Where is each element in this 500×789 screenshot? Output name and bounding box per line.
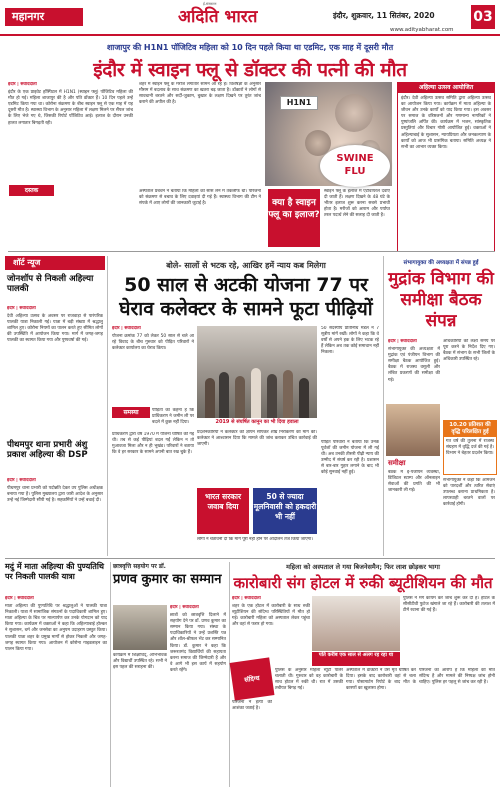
meeting-photo	[386, 404, 440, 456]
bottom-right-headline: कारोबारी संग होटल में रुकी ब्यूटीशियन की मौत	[233, 574, 493, 592]
section-tag: महानगर	[5, 8, 83, 26]
question-answer: स्वाइन फ्लू के इलाज में एंटीवायरल दवाएं दी जाती हैं। लक्षण दिखने के 48 घंटे के भीतर इलाज शुरू करना सबसे प्रभावी होता है। मरीजों को आराम और पर्याप्त तरल पदार्थ लेने की सलाह दी जाती है।	[324, 189, 390, 219]
bottom-left-text: माता अहिल्या की पुण्यतिथि पर श्रद्धालुओं ने पालकी यात्रा निकाली। यात्रा में सामाजिक संगठनों के पदाधिकारी शामिल हुए। माता अहिल्या के चित्र पर माल्यार्पण कर उनके योगदान को याद किया गया। कार्यक्रम में वक्ताओं ने कहा कि अहिल्याबाई होल्कर ने सुशासन, धर्म और जनसेवा का अनुपम उदाहरण प्रस्तुत किया। पालकी यात्रा शहर के प्रमुख मार्गों से होकर निकली और जगह-जगह स्वागत किया गया। आयोजन में कोरोना गाइडलाइन का पालन किया गया।	[5, 604, 107, 652]
left-story-2-text: पीथमपुर थाना प्रभारी को पदोन्नति देकर उप पुलिस अधीक्षक बनाया गया है। पुलिस मुख्यालय द्वारा जारी आदेश के अनुसार उन्हें नई जिम्मेदारी सौंपी गई है। सहकर्मियों ने उन्हें बधाई दी।	[7, 486, 103, 504]
center-body-1	[112, 326, 194, 404]
masthead	[0, 0, 500, 36]
right-body-4: संभागायुक्त ने कहा कि आमजन को पारदर्शी और त्वरित सेवाएं उपलब्ध कराना प्राथमिकता है। लापरवाही बरतने वालों पर कार्रवाई होगी।	[443, 478, 495, 508]
bottom-left-body	[5, 596, 107, 786]
person-figure	[219, 372, 229, 418]
logo-tagline: ई-संस्करण	[203, 2, 217, 6]
short-news-label: शॉर्ट न्यूज	[5, 256, 105, 270]
lead-kicker: शाजापुर की H1N1 पॉजिटिव महिला को 10 दिन पहले किया था एडमिट, एक माह में दूसरी मौत	[106, 43, 394, 52]
victim-photo	[312, 596, 400, 651]
bottom-right-body-3: अस्पताल में डॉक्टरों ने उसे मृत घोषित कर दिया। इसके बाद कारोबारी वहां से चला गया। पोस्टमार्टम रिपोर्ट के बाद मौत के कारणों का खुलासा होगा।	[346, 668, 416, 692]
honor-photo	[113, 605, 167, 650]
right-headline: मुद्रांक विभाग की समीक्षा बैठक संपन्न	[388, 269, 494, 331]
section-divider	[5, 558, 495, 559]
lead-paragraph-1: इंदौर के एक प्राइवेट हॉस्पिटल में H1N1 (स्वाइन फ्लू) पॉजिटिव महिला की मौत हो गई। महिला शाजापुर की है और पति डॉक्टर हैं। 10 दिन पहले उन्हें एडमिट किया गया था। कोरोना संक्रमण के बीच स्वाइन फ्लू से एक माह में यह दूसरी मौत है। स्वास्थ्य विभाग के अनुसार महिला में लक्षण मिलने पर सैंपल जांच के लिए भेजे गए थे, जिसकी रिपोर्ट पॉजिटिव आई। इलाज के दौरान उनकी हालत लगातार बिगड़ती रही।	[8, 90, 133, 126]
problem-tag: समस्या	[112, 407, 150, 418]
lead-body-column-1	[8, 82, 133, 247]
badge-line-1: SWINE	[336, 153, 374, 164]
review-label: समीक्षा	[388, 459, 406, 467]
bottom-right-body-4: परिजनों का आरोप है कि महिला की मौत संदिग्ध है और मामले की निष्पक्ष जांच होनी चाहिए। पुलिस हर पहलू से जांच कर रही है।	[419, 668, 495, 686]
center-kicker: बोले- सालों से भटक रहे, आखिर हमें न्याय कब मिलेगा	[166, 261, 326, 270]
bottom-left-byline: इंदौर | संवाददाता	[5, 596, 34, 601]
left-story-1-byline: इंदौर | संवाददाता	[7, 306, 36, 311]
lead-headline: इंदौर में स्वाइन फ्लू से डॉक्टर की पत्नी की मौत	[93, 59, 407, 81]
center-body-5: लोगों ने चेतावनी दी कि मांगें पूरी नहीं होने पर आंदोलन तेज किया जाएगा।	[197, 537, 313, 542]
page-number: 03	[471, 5, 495, 29]
bottom-right-body-1	[232, 596, 310, 656]
side-story-box	[397, 82, 495, 252]
bottom-center-body-2: कार्यक्रम में शिक्षाविद्, अभिभावक और विद्यार्थी उपस्थित रहे। सभी ने इस पहल की सराहना की।	[113, 653, 167, 671]
info-box-title: 10.20 प्रतिशत की वृद्धि परिलक्षित हुई	[444, 421, 496, 437]
right-paragraph-1: संभागायुक्त की अध्यक्षता में मुद्रांक एवं पंजीयन विभाग की समीक्षा बैठक आयोजित हुई। बैठक में राजस्व वसूली और लंबित प्रकरणों की समीक्षा की गई।	[388, 347, 440, 383]
highlight-box-blue: 50 से ज्यादा मूलनिवासी को हकदारी भी नहीं	[253, 488, 317, 534]
center-paragraph-1: योजना क्रमांक 77 को लेकर 50 साल से चले आ रहे विवाद के बीच गुरुवार को पीड़ित परिवारों ने कलेक्टर कार्यालय का घेराव किया।	[112, 334, 194, 352]
person-figure	[283, 370, 293, 418]
side-story-title: अहिल्या उत्सव आयोजित	[398, 83, 494, 93]
center-body-3: प्राधिकरण द्वारा वर्ष 1970 में योजना घोषित की गई थी। तब से कई पीढ़ियां बदल गईं लेकिन न तो मुआवजा मिला और न ही भूखंड। परिवारों ने बताया कि वे हर सरकार के सामने अपनी बात रख चुके हैं।	[112, 432, 194, 456]
left-story-1-headline: जोनशॉप से निकली अहिल्या पालकी	[7, 274, 94, 294]
person-figure	[251, 368, 261, 418]
newspaper-logo: अदिति भारत	[178, 7, 258, 27]
lead-body-column-3	[139, 189, 261, 247]
lead-subhead: दस्तक	[9, 185, 54, 196]
left-story-2-headline: पीथमपुर थाना प्रभारी अंशु प्रकाश अहिल्या की DSP	[7, 440, 88, 460]
photo-caption: 2019 से संघर्षित कानून का भी दिया हवाला	[215, 419, 299, 425]
person-figure	[205, 378, 215, 418]
virus-particle-icon	[335, 94, 373, 132]
person-figure	[235, 376, 245, 418]
website-url: www.adityabharat.com	[390, 27, 454, 33]
info-box	[443, 420, 497, 475]
center-body-6: पीड़ित परिवारों ने बताया कि उनके पूर्वजों की जमीन योजना में ली गई थी। अब उनकी तीसरी पीढ़ी न्याय की उम्मीद में संघर्ष कर रही है। प्रशासन से बार-बार गुहार लगाने के बाद भी कोई सुनवाई नहीं हुई।	[321, 440, 379, 476]
column-rule	[383, 256, 384, 556]
lead-paragraph-2: शहर में स्वाइन फ्लू के मरीज लगातार सामने आ रहे हैं। विशेषज्ञों के अनुसार मौसम में बदलाव के साथ संक्रमण का खतरा बढ़ जाता है। डॉक्टरों ने लोगों से सावधानी बरतने और सर्दी-जुकाम, बुखार के लक्षण दिखने पर तुरंत जांच कराने की अपील की है।	[139, 82, 261, 106]
right-body-3: बैठक में ई-पंजीयन व्यवस्था, डिजिटल स्टाम्प और ऑनलाइन सेवाओं की प्रगति की भी जानकारी ली गई।	[388, 470, 440, 494]
victim-photo-caption: पति करीब एक साल से अलग रह रहा था	[312, 652, 400, 666]
highlight-box-red: भारत सरकार जवाब दिया	[197, 488, 249, 534]
bottom-right-side: पुलिस ने मर्ग कायम कर जांच शुरू कर दी है। होटल के सीसीटीवी फुटेज खंगाले जा रहे हैं। कारोबारी की तलाश में टीमें रवाना की गई हैं।	[403, 596, 495, 614]
dateline: इंदौर, शुक्रवार, 11 सितंबर, 2020	[333, 11, 435, 20]
center-byline: इंदौर | संवाददाता	[112, 326, 141, 331]
info-box-text: गत वर्ष की तुलना में राजस्व संग्रहण में वृद्धि दर्ज की गई है। विभाग ने बेहतर प्रदर्शन किया।	[446, 439, 494, 457]
center-body-right: 50 सदस्यीय प्रतिनिधि मंडल ने 7 सूत्रीय मांगें रखीं। लोगों ने कहा कि वे वर्षों से अपने हक के लिए भटक रहे हैं लेकिन अब तक कोई समाधान नहीं निकला।	[321, 326, 379, 356]
left-story-1-text: देवी अहिल्या उत्सव के अवसर पर राजवाड़ा से पारंपरिक पालकी यात्रा निकाली गई। यात्रा में बड़ी संख्या में श्रद्धालु शामिल हुए। कोरोना नियमों का पालन करते हुए सीमित लोगों की उपस्थिति में आयोजन किया गया। मार्ग में जगह-जगह पालकी का स्वागत किया गया और पुष्पवर्षा की गई।	[7, 314, 103, 344]
bottom-right-text-1: शहर के एक होटल में कारोबारी के साथ रुकी ब्यूटीशियन की संदिग्ध परिस्थितियों में मौत हो गई। कारोबारी महिला को अस्पताल लेकर पहुंचा और वहां से फरार हो गया।	[232, 604, 310, 628]
bottom-center-byline: इंदौर | संवाददाता	[170, 605, 199, 610]
center-body-2: पीड़ितों का कहना है कि प्राधिकरण ने जमीन ली पर बदले में कुछ नहीं दिया।	[152, 408, 194, 426]
bottom-center-headline: प्रणव कुमार का सम्मान	[113, 572, 222, 587]
center-headline: 50 साल से अटकी योजना 77 पर घेराव कलेक्टर के सामने फूटा पीढ़ियों	[119, 274, 373, 320]
bottom-right-body-0: परिजनों ने हत्या की आशंका जताई है।	[232, 700, 272, 712]
column-rule	[110, 562, 111, 787]
left-story-2-byline: इंदौर | संवाददाता	[7, 478, 36, 483]
suspicious-stamp: संदिग्ध	[230, 657, 275, 700]
lead-paragraph-3: अस्पताल प्रबंधन ने बताया कि महिला को सांस लेने में तकलीफ थी। परिजनों को संक्रमण से बचाव के लिए दवाइयां दी गई हैं। स्वास्थ्य विभाग की टीम ने संपर्क में आए लोगों की जानकारी जुटाई है।	[139, 189, 261, 207]
question-box: क्या है स्वाइन फ्लू का इलाज?	[268, 189, 320, 247]
left-story-2-body	[7, 478, 103, 556]
person-figure	[267, 374, 277, 418]
right-byline: इंदौर | संवाददाता	[388, 339, 417, 344]
section-divider	[8, 251, 495, 252]
bottom-left-headline: मदुं में माता अहिल्या की पुण्यतिथि पर निकली पालकी यात्रा	[5, 562, 105, 581]
lead-body-column-2	[139, 82, 261, 184]
side-story-text: इंदौर। देवी अहिल्या उत्सव समिति द्वारा अहिल्या उत्सव का आयोजन किया गया। कार्यक्रम में माता अहिल्या के जीवन और उनके कार्यों को याद किया गया। इस अवसर पर समाज के वरिष्ठजनों और गणमान्य नागरिकों ने पुष्पांजलि अर्पित की। कार्यक्रम में भजन, सांस्कृतिक प्रस्तुतियां और विचार गोष्ठी आयोजित हुई। वक्ताओं ने अहिल्याबाई के सुशासन, न्यायप्रियता और जनकल्याण के कार्यों को आज भी प्रासंगिक बताया। समिति अध्यक्ष ने सभी का आभार व्यक्त किया।	[401, 96, 491, 150]
protest-photo	[197, 326, 317, 418]
lead-byline: इंदौर | संवाददाता	[8, 82, 37, 87]
bottom-right-kicker: महिला को अस्पताल ले गया बिजनेसमैन; फिर लाश छोड़कर भागा	[286, 563, 440, 571]
center-body-4: प्रदर्शनकारियों ने कलेक्टर को ज्ञापन सौंपकर शीघ्र निराकरण की मांग की। कलेक्टर ने आश्वासन दिया कि मामले की जांच कराकर उचित कार्रवाई की जाएगी।	[197, 430, 317, 448]
bottom-center-text-1: छात्रों को छात्रवृत्ति दिलाने में सहयोग देने पर डॉ. प्रणव कुमार का सम्मान किया गया। संस्था के पदाधिकारियों ने उन्हें प्रशस्ति पत्र और शॉल-श्रीफल भेंट कर सम्मानित किया। डॉ. कुमार ने कहा कि जरूरतमंद विद्यार्थियों की सहायता करना समाज की जिम्मेदारी है और वे आगे भी इस कार्य में सहयोग करते रहेंगे।	[170, 613, 226, 673]
bottom-right-body-2: पुलिस के अनुसार महिला ब्यूटी पार्लर चलाती थी। गुरुवार को वह कारोबारी के साथ होटल में रुकी थी। रात में उसकी तबीयत बिगड़ गई।	[275, 668, 343, 692]
badge-line-2: FLU	[344, 166, 366, 177]
swine-flu-badge	[320, 145, 390, 187]
column-rule	[229, 562, 230, 787]
right-kicker: संभागायुक्त की अध्यक्षता में संपन्न हुई	[403, 260, 479, 266]
column-rule	[107, 256, 108, 556]
right-body-2: अधिकारियों को लक्ष्य समय पर पूरा करने के निर्देश दिए गए। बैठक में संभाग के सभी जिलों के अधिकारी उपस्थित रहे।	[443, 339, 495, 363]
h1n1-label: H1N1	[280, 96, 318, 110]
bottom-right-byline: इंदौर | संवाददाता	[232, 596, 261, 601]
bottom-center-body-1	[170, 605, 226, 787]
bottom-center-kicker: छात्रवृत्ति सहयोग पर डॉ.	[113, 563, 166, 570]
person-figure	[299, 378, 309, 418]
left-story-1-body	[7, 306, 103, 434]
